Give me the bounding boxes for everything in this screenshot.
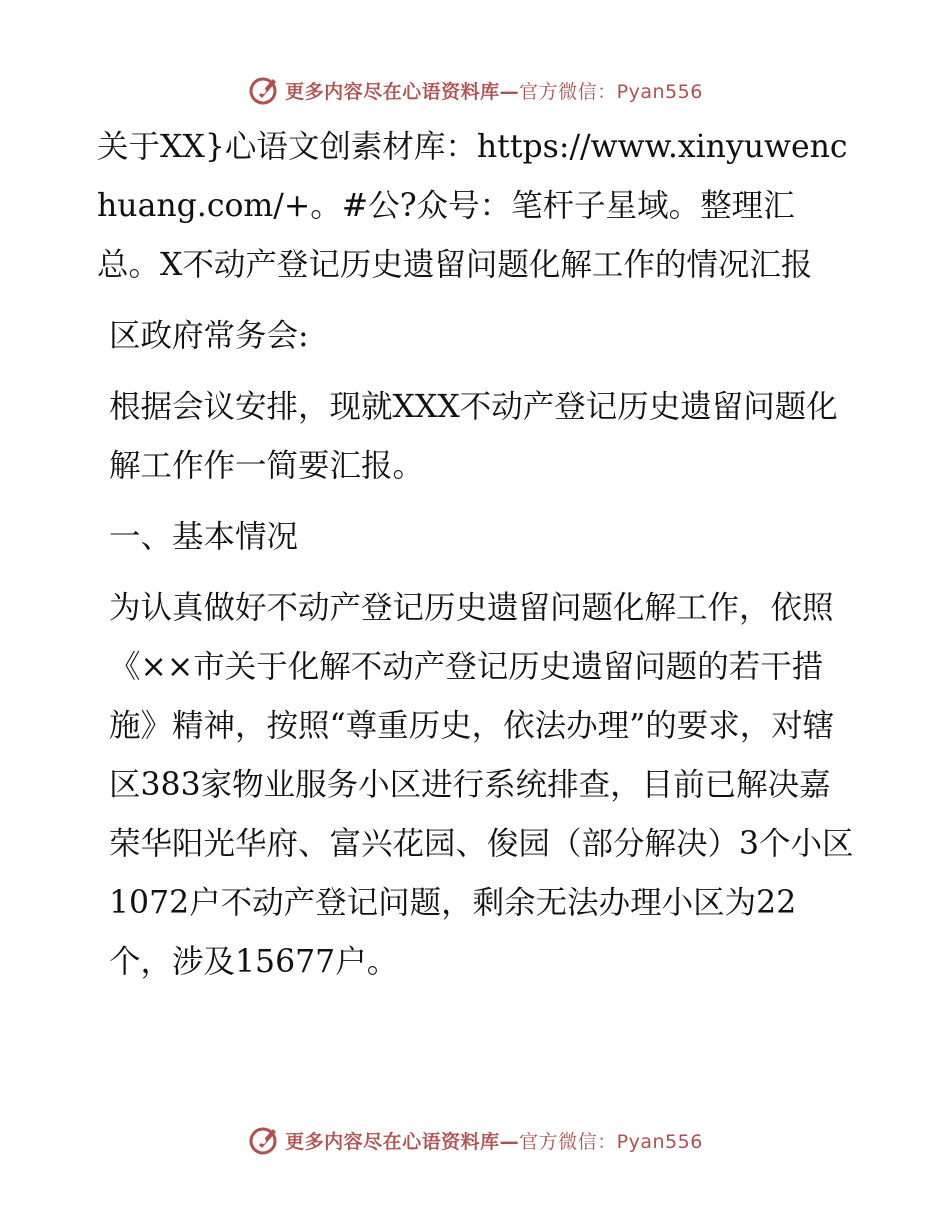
section-heading: 一、基本情况 — [109, 519, 299, 555]
body-paragraph: 为认真做好不动产登记历史遗留问题化解工作，依照《××市关于化解不动产登记历史遗留问题的若干措施》精神，按照“尊重历史，依法办理”的要求，对辖区383家物业服务小区进行系统排查，目前已解决嘉荣华阳光华府、富兴花园、俊园（部分解决）3个小区1072户不动产登记问题，剩余无法办理小区为22个，涉及15677户。 — [109, 590, 854, 980]
header-watermark — [0, 70, 950, 110]
salutation: 区政府常务会: — [109, 318, 309, 354]
pen-nib-circle-icon — [247, 73, 281, 107]
document-body — [97, 118, 857, 992]
watermark-text: 更多内容尽在心语资料库—官方微信：Pyan556 — [285, 80, 703, 103]
intro-paragraph: 根据会议安排，现就XXX不动产登记历史遗留问题化解工作作一简要汇报。 — [109, 389, 838, 484]
watermark-contact: 官方微信：Pyan556 — [519, 80, 703, 103]
footer-watermark — [0, 1120, 950, 1160]
watermark-text: 更多内容尽在心语资料库—官方微信：Pyan556 — [285, 1130, 703, 1153]
document-title-paragraph: 关于XX}心语文创素材库：https://www.xinyuwenchuang.com/+。#公?众号：笔杆子星域。整理汇总。X不动产登记历史遗留问题化解工作的情况汇报 — [97, 129, 848, 283]
watermark-contact: 官方微信：Pyan556 — [519, 1130, 703, 1153]
pen-nib-circle-icon — [247, 1123, 281, 1157]
